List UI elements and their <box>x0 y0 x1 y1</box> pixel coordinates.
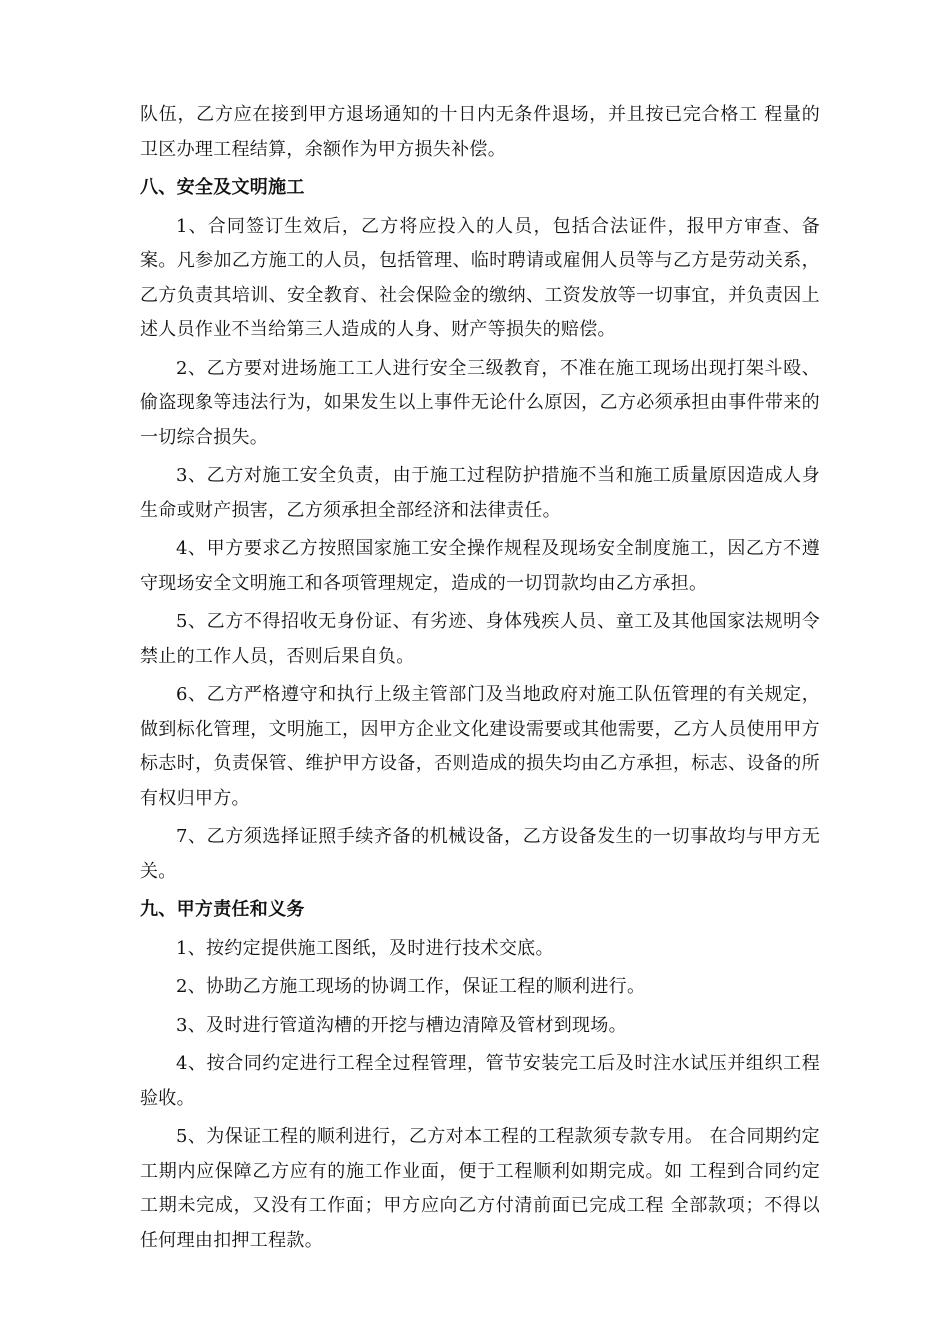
section-8-item-1: 1、合同签订生效后，乙方将应投入的人员，包括合法证件，报甲方审查、备案。凡参加乙方施工的人员，包括管理、临时聘请或雇佣人员等与乙方是劳动关系，乙方负责其培训、安全教育、社会保险金的缴纳、工资发放等一切事宜，并负责因上述人员作业不当给第三人造成的人身、财产等损失的赔偿。 <box>140 215 820 340</box>
section-8-item-4: 4、甲方要求乙方按照国家施工安全操作规程及现场安全制度施工，因乙方不遵守现场安全文明施工和各项管理规定，造成的一切罚款均由乙方承担。 <box>140 538 820 594</box>
section-9-item-5: 5、为保证工程的顺利进行，乙方对本工程的工程款须专款专用。 在合同期约定工期内应保障乙方应有的施工作业面，便于工程顺利如期完成。如 工程到合同约定工期未完成，又没有工作面；甲方应向乙方付清前面已完成工程 全部款项；不得以任何理由扣押工程款。 <box>140 1126 820 1251</box>
section-8-item-6: 6、乙方严格遵守和执行上级主管部门及当地政府对施工队伍管理的有关规定，做到标化管理，文明施工，因甲方企业文化建设需要或其他需要，乙方人员使用甲方标志时，负责保管、维护甲方设备，否则造成的损失均由乙方承担，标志、设备的所有权归甲方。 <box>140 684 820 809</box>
section-8-heading: 八、安全及文明施工 <box>140 177 305 198</box>
section-8-item-3: 3、乙方对施工安全负责，由于施工过程防护措施不当和施工质量原因造成人身生命或财产损害，乙方须承担全部经济和法律责任。 <box>140 465 820 521</box>
section-9-heading: 九、甲方责任和义务 <box>140 899 305 920</box>
document-body <box>140 98 820 1262</box>
intro-paragraph: 队伍，乙方应在接到甲方退场通知的十日内无条件退场，并且按已完合格工 程量的卫区办理工程结算，余额作为甲方损失补偿。 <box>140 104 820 160</box>
section-9-item-1: 1、按约定提供施工图纸，及时进行技术交底。 <box>176 937 554 959</box>
section-8-item-7: 7、乙方须选择证照手续齐备的机械设备，乙方设备发生的一切事故均与甲方无关。 <box>140 826 820 882</box>
section-9-item-3: 3、及时进行管道沟槽的开挖与槽边清障及管材到现场。 <box>176 1014 627 1036</box>
section-9-item-2: 2、协助乙方施工现场的协调工作，保证工程的顺利进行。 <box>176 976 646 997</box>
section-8-item-2: 2、乙方要对进场施工工人进行安全三级教育，不准在施工现场出现打架斗殴、偷盗现象等违法行为，如果发生以上事件无论什么原因，乙方必须承担由事件带来的一切综合损失。 <box>140 357 820 448</box>
section-8-item-5: 5、乙方不得招收无身份证、有劣迹、身体残疾人员、童工及其他国家法规明令禁止的工作人员，否则后果自负。 <box>140 611 820 667</box>
section-9-item-4: 4、按合同约定进行工程全过程管理，管节安装完工后及时注水试压并组织工程验收。 <box>140 1053 820 1109</box>
